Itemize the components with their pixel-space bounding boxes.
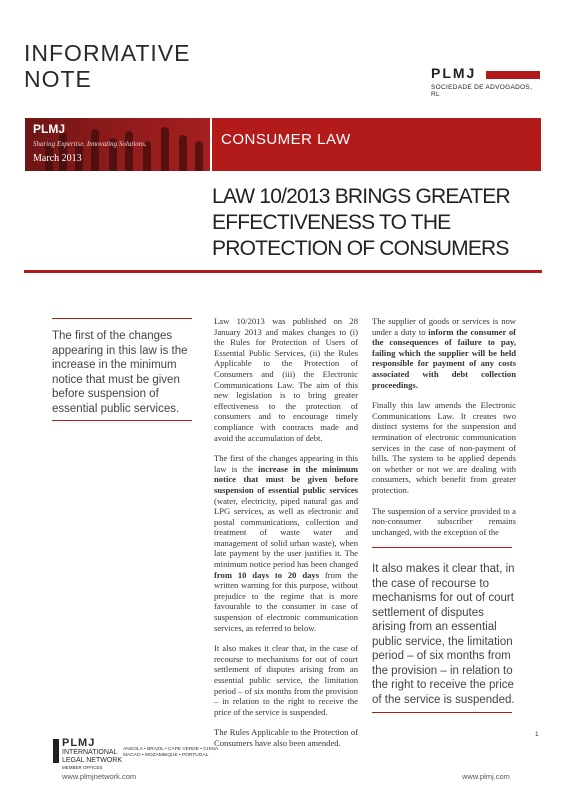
paragraph: Finally this law amends the Electronic Communications Law. It creates two distinct systems for the suspension and termination of electronic communication services in the case of non-payment of bills. The system to be applied depends on whether or not we are dealing with consumers, which benefit from greater protection.	[372, 400, 516, 495]
paragraph: It also makes it clear that, in the case of recourse to mechanisms for out of court settlement of disputes arising from an essential public service, the limitation period – of six months from the provision – in relation to the right to receive the price of the service is suspended.	[214, 643, 358, 717]
network-url-link[interactable]: www.plmjnetwork.com	[62, 772, 137, 781]
paragraph: The Rules Applicable to the Protection of Consumers have also been amended.	[214, 727, 358, 748]
banner-brand: PLMJ	[33, 122, 66, 136]
network-logo-mark	[53, 739, 59, 763]
pull-quote-left-top-rule	[52, 318, 192, 319]
headline	[212, 184, 542, 262]
network-logo	[62, 737, 122, 770]
section-label: CONSUMER LAW	[221, 131, 351, 148]
headline-line-2: EFFECTIVENESS TO THE	[212, 211, 451, 234]
logo-red-bar	[486, 71, 540, 79]
firm-url-link[interactable]: www.plmj.com	[462, 772, 510, 781]
network-line-1: INTERNATIONAL	[62, 749, 118, 756]
headline-rule	[24, 270, 542, 273]
banner-tagline: Sharing Expertise. Innovating Solutions.	[33, 140, 147, 148]
network-name: PLMJ	[62, 737, 96, 749]
network-member-offices: MEMBER OFFICES	[62, 765, 103, 770]
pull-quote-left: The first of the changes appearing in this law is the increase in the minimum notice that must be given before suspension of essential public services.	[52, 330, 188, 415]
headline-line-1: LAW 10/2013 BRINGS GREATER	[212, 185, 510, 208]
paragraph: The supplier of goods or services is now under a duty to inform the consumer of the consequences of failure to pay, failing which the supplier will be held responsible for payment of any costs associated with debt collection proceedings.	[372, 316, 516, 390]
logo-subtitle: SOCIEDADE DE ADVOGADOS, RL	[431, 84, 533, 98]
logo-name: PLMJ	[431, 65, 477, 81]
title-line-2: NOTE	[24, 66, 92, 92]
network-countries: ANGOLA • BRAZIL • CAPE VERDE • CHINA MACAO • MOZAMBIQUE • PORTUGAL	[123, 747, 219, 758]
banner-photo	[25, 118, 210, 171]
banner-divider	[210, 118, 212, 171]
pull-quote-right-bottom-rule	[372, 712, 512, 713]
headline-line-3: PROTECTION OF CONSUMERS	[212, 237, 509, 260]
article-column-middle	[214, 316, 358, 759]
paragraph: The suspension of a service provided to a non-consumer subscriber remains unchanged, with the exception of the	[372, 505, 516, 537]
pull-quote-left-bottom-rule	[52, 420, 192, 421]
section-banner	[25, 118, 541, 171]
document-title	[24, 40, 244, 92]
article-column-right	[372, 316, 516, 547]
paragraph: The first of the changes appearing in this law is the increase in the minimum notice that must be given before suspension of essential public services (water, electricity, piped natural gas and LPG services, as well as electronic and postal communications, collection and treatment of waste water and management of solid urban waste), when late payment by the user justifies it. The minimum notice period has been changed from 10 days to 20 days from the written warning for this purpose, without prejudice to the regime that is more favourable to the consumer in case of suspension of electronic communication services, as referred to below.	[214, 453, 358, 633]
firm-logo	[431, 65, 541, 98]
title-line-1: INFORMATIVE	[24, 40, 191, 66]
network-line-2: LEGAL NETWORK	[62, 757, 123, 764]
paragraph: Law 10/2013 was published on 28 January 2013 and makes changes to (i) the Rules for Protection of Users of Essential Public Services, (ii) the Rules Applicable to the Protection of Consumers and (iii) the Electronic Communications Law. The aim of this new legislation is to bring greater effectiveness to the protection of consumers and to encourage timely compliance with contracts made and avoid the accumulation of debt.	[214, 316, 358, 443]
pull-quote-right-top-rule	[372, 547, 512, 548]
banner-date: March 2013	[33, 153, 82, 164]
page-number: 1	[535, 731, 539, 738]
pull-quote-right: It also makes it clear that, in the case of recourse to mechanisms for out of court settlement of disputes arising from an essential public service, the limitation period – of six months from the provision – in relation to the right to receive the price of the service is suspended.	[372, 563, 515, 706]
